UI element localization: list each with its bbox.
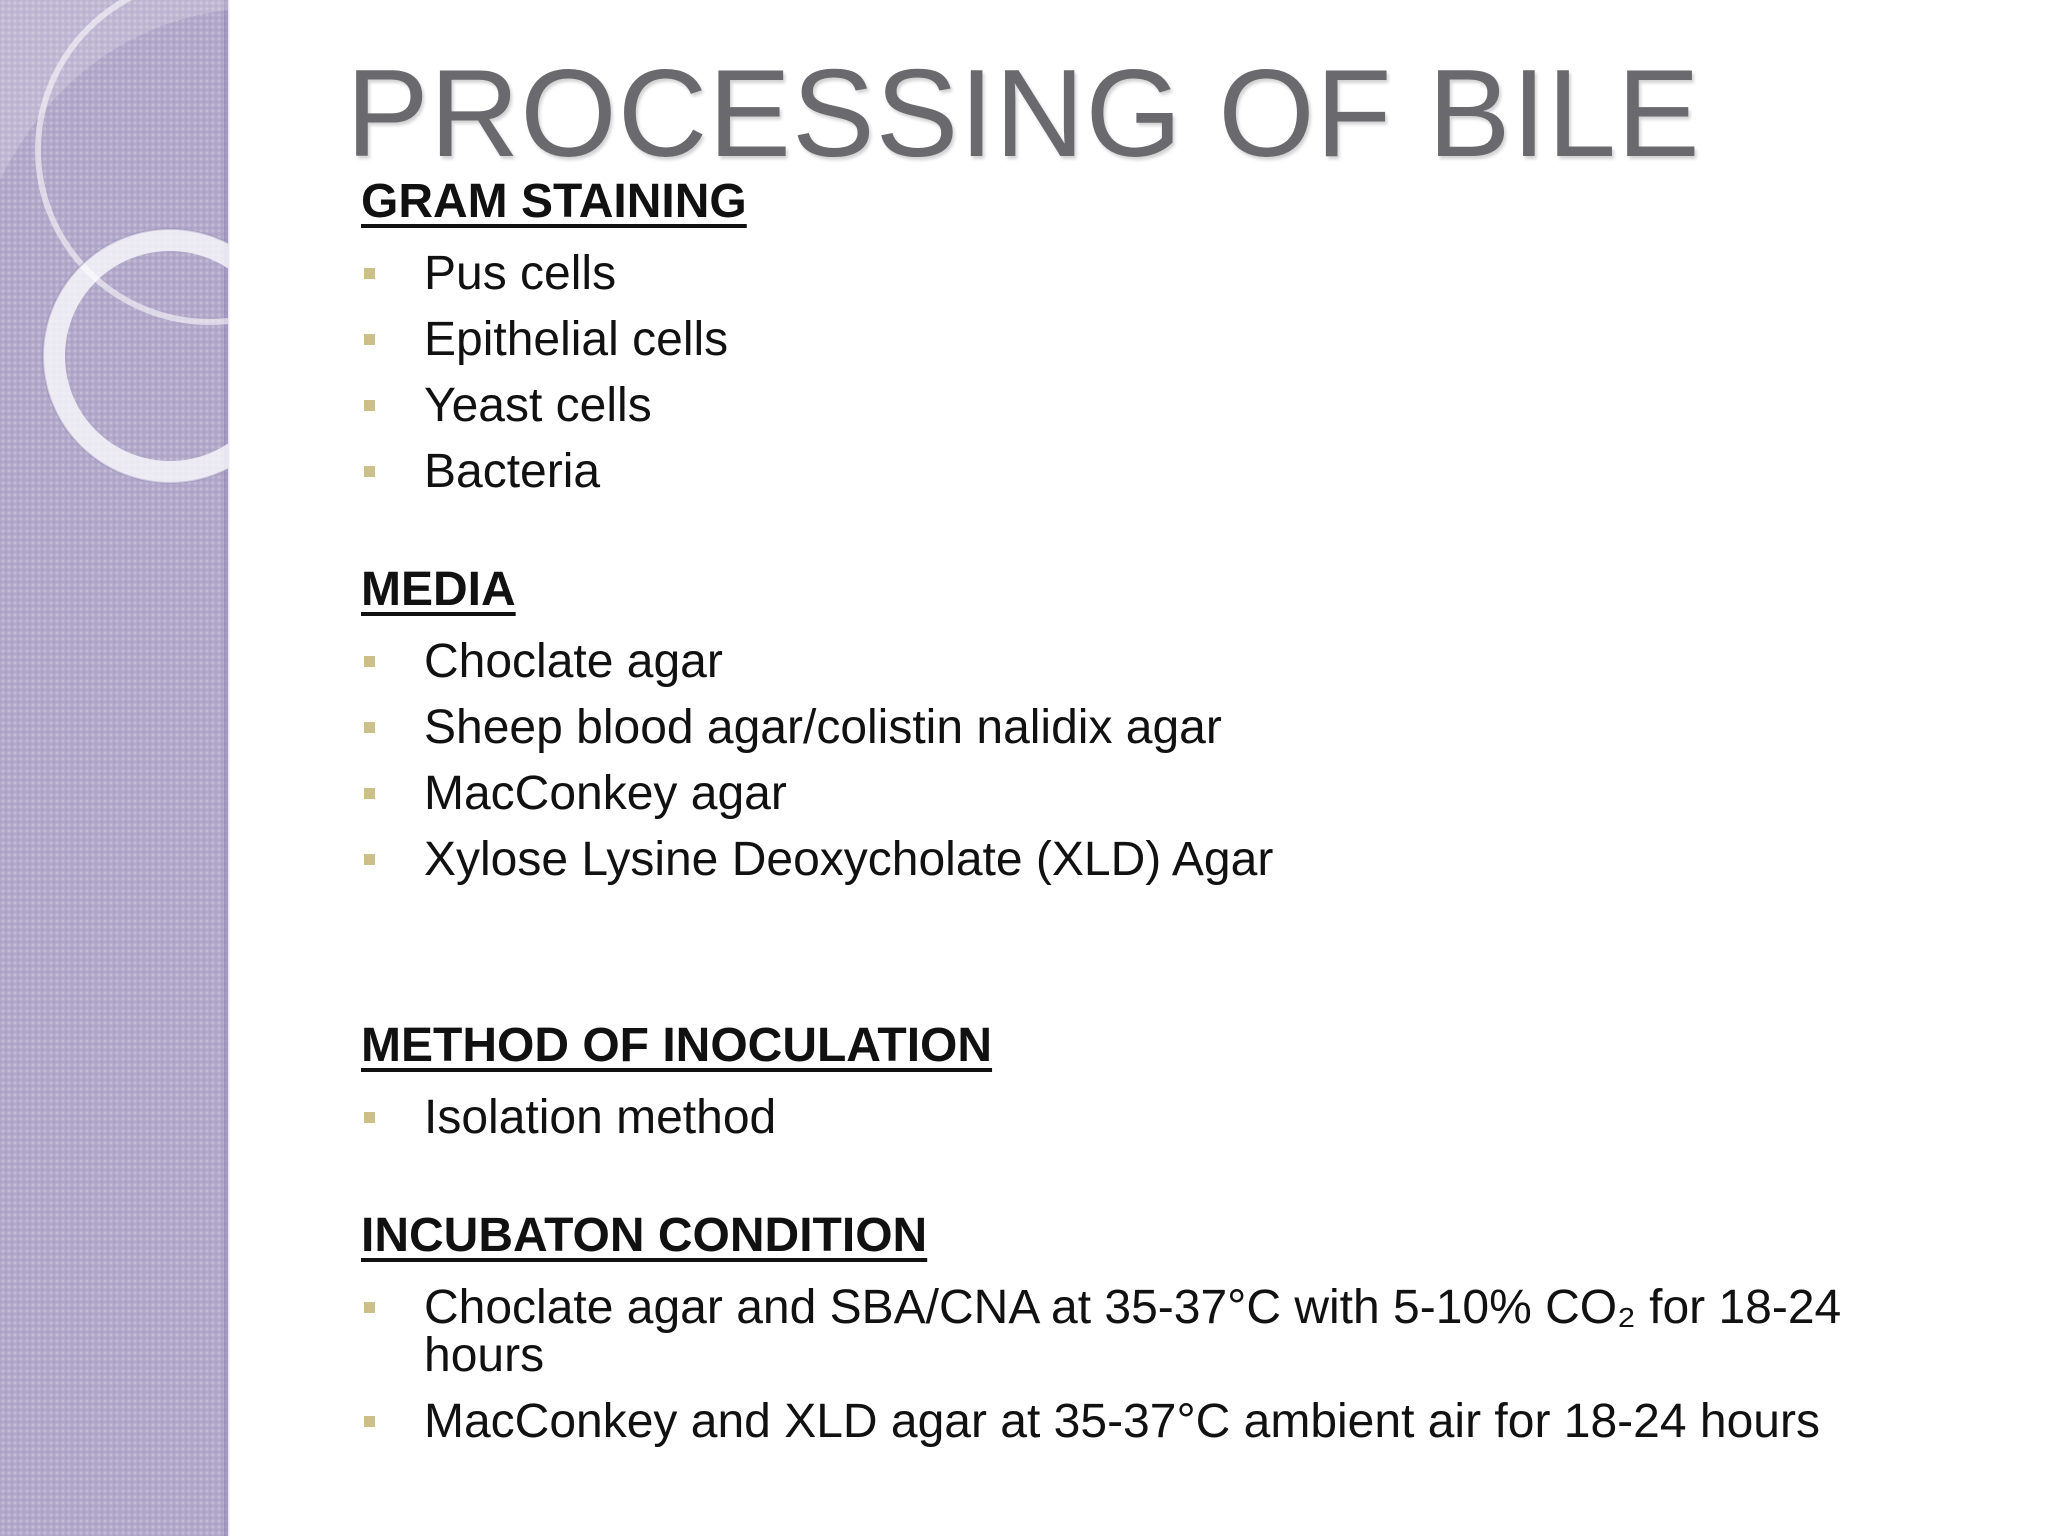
slide-title: PROCESSING OF BILE bbox=[346, 45, 1701, 183]
spacer bbox=[361, 1142, 1961, 1206]
bullet-list bbox=[361, 635, 1961, 886]
spacer bbox=[361, 884, 1961, 1016]
list-item-text: Choclate agar and SBA/CNA at 35-37°C with 5-10% CO₂ for 18-24 hours bbox=[424, 1281, 1842, 1382]
list-item bbox=[361, 445, 1961, 498]
list-item-text: Xylose Lysine Deoxycholate (XLD) Agar bbox=[424, 833, 1274, 886]
square-bullet-icon bbox=[364, 1302, 375, 1313]
list-item bbox=[361, 247, 1961, 300]
spacer bbox=[361, 496, 1961, 560]
square-bullet-icon bbox=[364, 854, 375, 865]
list-item bbox=[361, 767, 1961, 820]
section-heading: INCUBATON CONDITION bbox=[361, 1209, 928, 1262]
square-bullet-icon bbox=[364, 788, 375, 799]
list-item bbox=[361, 635, 1961, 688]
list-item-text: Sheep blood agar/colistin nalidix agar bbox=[424, 701, 1222, 754]
section-gram-staining bbox=[361, 172, 1961, 496]
list-item-text: Choclate agar bbox=[424, 635, 723, 688]
list-item-text: Pus cells bbox=[424, 247, 617, 300]
list-item bbox=[361, 379, 1961, 432]
square-bullet-icon bbox=[364, 1112, 375, 1123]
decorative-rings bbox=[0, 0, 228, 520]
section-incubation-condition bbox=[361, 1206, 1961, 1446]
section-heading: GRAM STAINING bbox=[361, 175, 747, 228]
list-item-text: Epithelial cells bbox=[424, 313, 729, 366]
list-item bbox=[361, 833, 1961, 886]
square-bullet-icon bbox=[364, 466, 375, 477]
square-bullet-icon bbox=[364, 656, 375, 667]
bullet-list bbox=[361, 247, 1961, 498]
section-heading: METHOD OF INOCULATION bbox=[361, 1019, 993, 1072]
section-media bbox=[361, 560, 1961, 884]
list-item bbox=[361, 1091, 1961, 1144]
slide-content bbox=[361, 172, 1961, 1446]
section-heading: MEDIA bbox=[361, 563, 516, 616]
bullet-list bbox=[361, 1091, 1961, 1144]
bullet-list bbox=[361, 1281, 1961, 1448]
square-bullet-icon bbox=[364, 1416, 375, 1427]
list-item-text: MacConkey and XLD agar at 35-37°C ambient air for 18-24 hours bbox=[424, 1395, 1820, 1448]
list-item bbox=[361, 1395, 1961, 1448]
square-bullet-icon bbox=[364, 268, 375, 279]
list-item bbox=[361, 1281, 1961, 1382]
square-bullet-icon bbox=[364, 400, 375, 411]
square-bullet-icon bbox=[364, 722, 375, 733]
section-method-of-inoculation bbox=[361, 1016, 1961, 1142]
list-item bbox=[361, 313, 1961, 366]
list-item-text: MacConkey agar bbox=[424, 767, 787, 820]
list-item-text: Isolation method bbox=[424, 1091, 777, 1144]
square-bullet-icon bbox=[364, 334, 375, 345]
list-item-text: Yeast cells bbox=[424, 379, 652, 432]
list-item-text: Bacteria bbox=[424, 445, 601, 498]
list-item bbox=[361, 701, 1961, 754]
